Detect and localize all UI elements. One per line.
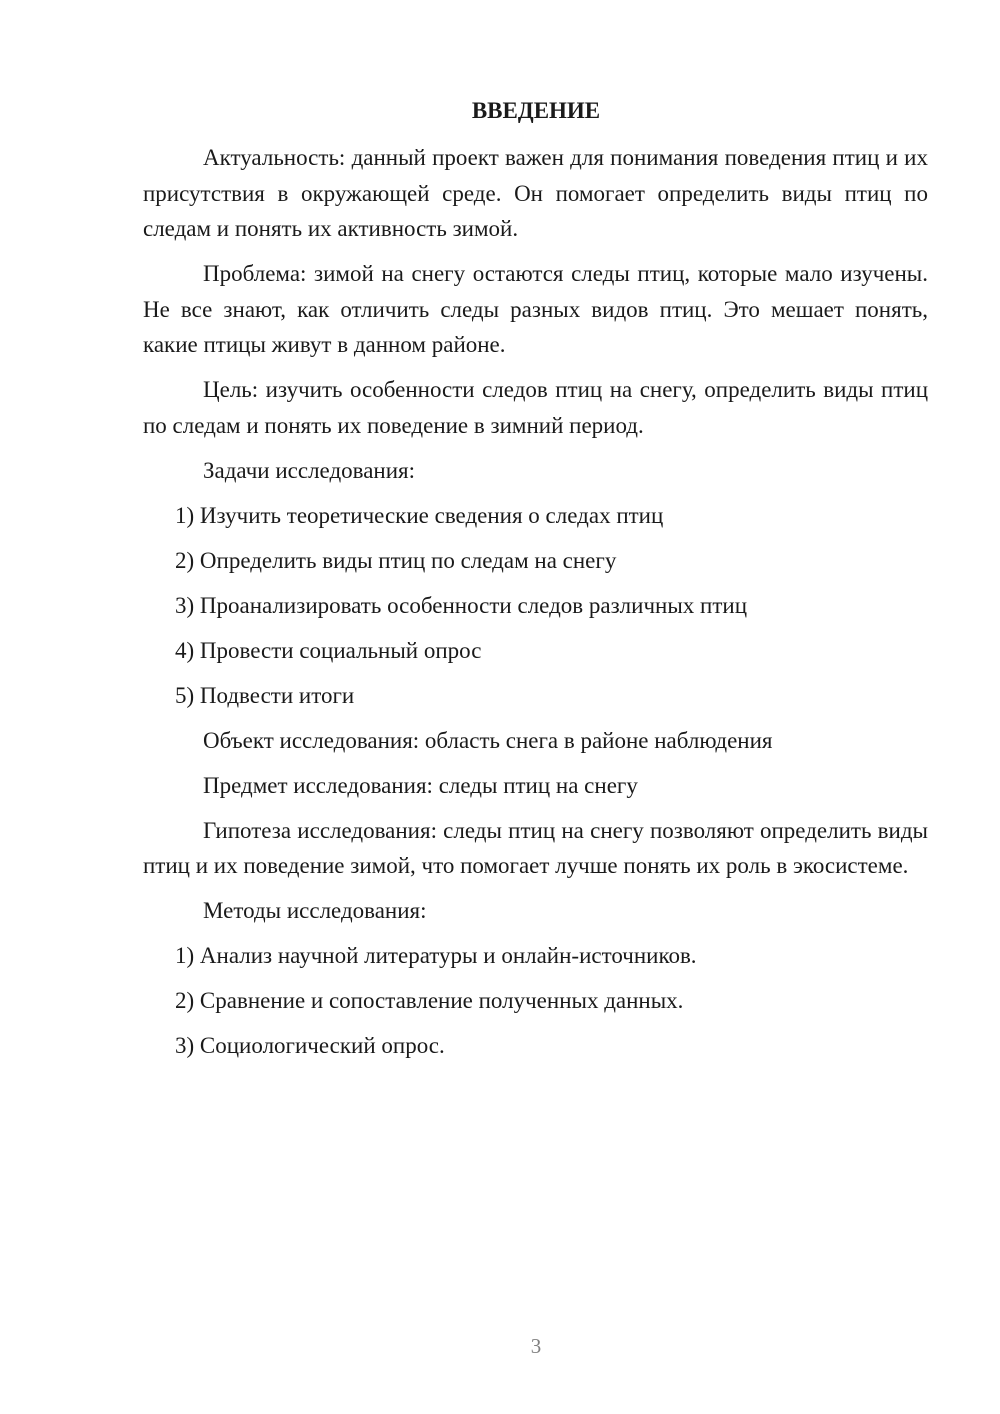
tasks-list — [143, 498, 928, 714]
list-item: 4) Провести социальный опрос — [175, 637, 482, 663]
list-item: 1) Изучить теоретические сведения о следах птиц — [175, 502, 664, 528]
tasks-heading: Задачи исследования: — [203, 457, 416, 483]
methods-list — [143, 938, 928, 1064]
page-title: ВВЕДЕНИЕ — [471, 98, 601, 123]
list-item: 2) Определить виды птиц по следам на снегу — [175, 547, 617, 573]
relevance-paragraph: Актуальность: данный проект важен для понимания поведения птиц и их присутствия в окружающей среде. Он помогает определить виды птиц по следам и понять их активность зимой. — [143, 145, 928, 241]
subject-paragraph: Предмет исследования: следы птиц на снегу — [203, 772, 638, 798]
goal-paragraph: Цель: изучить особенности следов птиц на снегу, определить виды птиц по следам и понять их поведение в зимний период. — [143, 377, 928, 438]
list-item: 3) Социологический опрос. — [175, 1033, 445, 1058]
list-item: 2) Сравнение и сопоставление полученных данных. — [175, 988, 684, 1013]
problem-paragraph: Проблема: зимой на снегу остаются следы птиц, которые мало изучены. Не все знают, как отличить следы разных видов птиц. Это мешает понять, какие птицы живут в данном районе. — [143, 261, 928, 357]
list-item: 3) Проанализировать особенности следов различных птиц — [175, 592, 748, 618]
hypothesis-paragraph: Гипотеза исследования: следы птиц на снегу позволяют определить виды птиц и их поведение зимой, что помогает лучше понять их роль в экосистеме. — [143, 817, 928, 878]
object-paragraph: Объект исследования: область снега в районе наблюдения — [203, 727, 773, 753]
document-body — [143, 140, 928, 1073]
methods-heading: Методы исследования: — [203, 898, 427, 923]
list-item: 5) Подвести итоги — [175, 682, 355, 708]
page-number: 3 — [530, 1334, 542, 1358]
list-item: 1) Анализ научной литературы и онлайн-источников. — [175, 943, 697, 968]
